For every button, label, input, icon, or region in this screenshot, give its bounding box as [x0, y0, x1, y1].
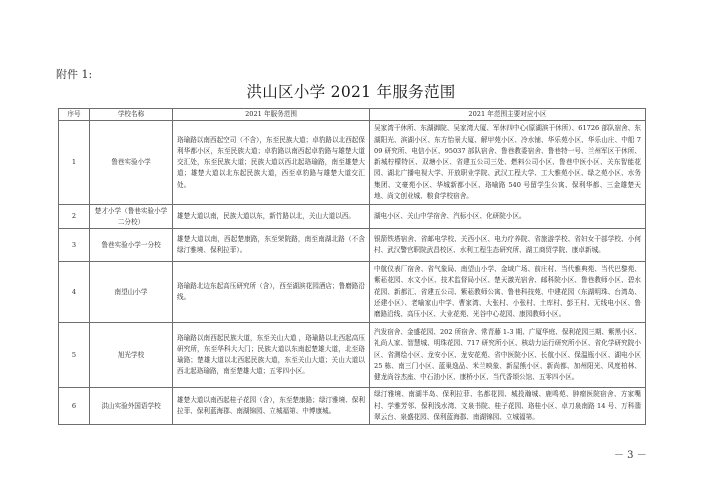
row-number: 3	[59, 229, 90, 262]
service-range: 珞瑜路以南西起民族大道，东至关山大道 ，珞瑜路以北西起高压研究所，东至华科大大门；民族大道以东南起楚雄大道，北至珞瑜路；楚雄大道以北西起民族大道，东至关山大道；关山大道以西北起珞瑜路，南至楚雄大道；五零四小区。	[173, 323, 370, 388]
service-range: 雄楚大道以南，民族大道以东，新竹路以北，关山大道以西。	[173, 205, 370, 229]
header-communities: 2021 年范围主要对应小区	[370, 109, 646, 121]
document-title: 洪山区小学 2021 年服务范围	[246, 83, 456, 101]
service-scope-table	[58, 108, 646, 425]
school-name: 鲁巷实验小学	[90, 121, 173, 205]
service-range: 珞瑜路北边东起高压研究所（含），西至湖滨花园酒店；鲁磨路沿线。	[173, 262, 370, 323]
row-number: 4	[59, 262, 90, 323]
school-name: 南望山小学	[90, 262, 173, 323]
row-number: 1	[59, 121, 90, 205]
table-row	[59, 388, 646, 425]
school-name: 楚才小学（鲁巷实验小学二分校）	[90, 205, 173, 229]
page-number: － 3 －	[614, 450, 647, 461]
table-row	[59, 262, 646, 323]
row-number: 5	[59, 323, 90, 388]
communities: 吴家湾干休所、东湖御院、吴家湾大厦、军休四中心(原湖滨干休所）、61726 部队宿舍、东湖阳光、滨湖小区、东方怡景大厦、解甲苑小区、冷水铺、华乐苑小区、华乐山庄、中船 709 研究所、电信小区、95037 部队宿舍、鲁巷教委宿舍、鲁巷特一号、兰州军区干休所、新城柠檬特区、双塘小区、省建五公司三处、燃料公司小区、鲁巷中医小区、关东智能花园、湖北广播电视大学、开放职业学院、武汉工程大学、工大雅苑小区、绿之苑小区、水务集团、文豪苑小区、华城新都小区、珞喻路 540 号留学生公寓、保利华都、三金雄楚天地、尚文创业城、粮食学校宿舍。	[370, 121, 646, 205]
service-range: 雄楚大道以南西起桂子花园（含），东至楚康路；绿汀雅境、保利拉菲、保利蓝海郡、南湖锦园、立城福第、中博康城。	[173, 388, 370, 425]
communities: 湖电小区、关山中学宿舍、汽标小区、化研院小区。	[370, 205, 646, 229]
attachment-label: 附件 1:	[56, 68, 93, 81]
header-service-range: 2021 年服务范围	[173, 109, 370, 121]
table-row	[59, 323, 646, 388]
service-range: 雄楚大道以南，西起楚康路，东至荣院路，南至南湖北路（不含绿汀雅境、保利拉菲）。	[173, 229, 370, 262]
communities: 中航仪表厂宿舍、省气象局、南望山小学、金域广场、前庄村、当代雅典苑、当代巴黎苑、紫菘花园、水文小区、技术监督局小区、楚天激光宿舍、邮科院小区、鲁巷教师小区、碧水花园、新都汇、省建五公司、紫菘教师公寓、鲁巷科技苑、中建花园（东湖明珠、台湾岛、还建小区）、老喻家山中学、曹家湾、大张村、小张村、土库村、彭王村、无线电小区、鲁磨路沿线、高压小区、大业花苑、光谷中心花园、康园教师小区。	[370, 262, 646, 323]
communities: 绿汀雅境、南湖半岛、保利拉菲、名都花园、城投瀚城、鹿鸣苑、肿瘤医院宿舍、方家嘴村、学雅芳邻、保利浅水湾、文泉书院、桂子花园、珞桂小区、卓刀泉南路 14 号、万科翡翠云台、泉盛花园、保利蓝海郡、南湖锦园、立城福第。	[370, 388, 646, 425]
school-name: 旭光学校	[90, 323, 173, 388]
service-range: 珞瑜路以南西起空司（不含），东至民族大道；卓豹路以北西起保利华都小区，东至民族大道；卓豹路以南西起卓豹路与雄楚大道交汇处，东至民族大道；民族大道以西北起珞瑜路，南至雄楚大道；雄楚大道以北东起民族大道，西至卓豹路与雄楚大道交汇处。	[173, 121, 370, 205]
school-name: 鲁巷实验小学一分校	[90, 229, 173, 262]
row-number: 2	[59, 205, 90, 229]
table-header-row	[59, 109, 646, 121]
school-name: 洪山实验外国语学校	[90, 388, 173, 425]
header-school-name: 学校名称	[90, 109, 173, 121]
table-row	[59, 205, 646, 229]
communities: 汽发宿舍、金盛花园、202 所宿舍、常青藤 1-3 期、广厦华庭、保利花园三期、紫黑小区、礼尚人家、智慧城、明珠花园、717 研究所小区、核动力运行研究所小区、省化学研究院小区、省测绘小区、龙安小区、龙安花苑、省中医院小区、长航小区、保温瓶小区、湖电小区 25 栋、南三门小区、蓝巢逸品、米兰映象、新屋熊小区、新尚都、加州阳光、风度柏林、健龙尚谷杰座、中石油小区、康桥小区、当代香颂公馆、五零四小区。	[370, 323, 646, 388]
communities: 银箭铁塔宿舍、省邮电学校、关西小区、电力疗养院、省旅游学校、省妇女干部学校、小何村、武汉警官职院武昌校区、水利工程生态研究所、湖工商贸学院、康卓新城。	[370, 229, 646, 262]
row-number: 6	[59, 388, 90, 425]
header-number: 序号	[59, 109, 90, 121]
table-row	[59, 121, 646, 205]
table-row	[59, 229, 646, 262]
